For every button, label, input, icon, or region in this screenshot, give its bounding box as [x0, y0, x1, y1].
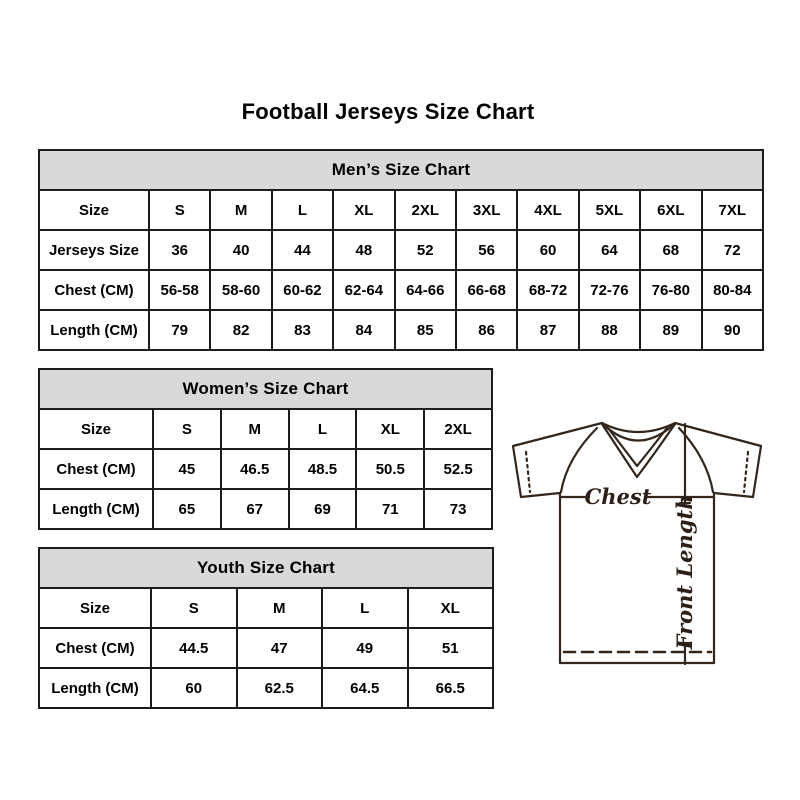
data-cell: 85 [395, 310, 456, 350]
data-cell: 7XL [702, 190, 763, 230]
data-cell: M [221, 409, 289, 449]
data-cell: 4XL [517, 190, 578, 230]
table-row [39, 588, 493, 628]
data-cell: 69 [289, 489, 357, 529]
womens-size-table [38, 368, 493, 530]
data-cell: 68-72 [517, 270, 578, 310]
page-title: Football Jerseys Size Chart [241, 99, 535, 124]
data-cell: 45 [153, 449, 221, 489]
data-cell: 44.5 [151, 628, 237, 668]
mens-size-table [38, 149, 764, 351]
data-cell: M [237, 588, 323, 628]
table-row [39, 190, 763, 230]
data-cell: 66.5 [408, 668, 494, 708]
table-title-row [39, 548, 493, 588]
jersey-measurement-diagram [495, 400, 780, 685]
row-header-cell: Chest (CM) [39, 270, 149, 310]
row-header-cell: Chest (CM) [39, 628, 151, 668]
data-cell: 83 [272, 310, 333, 350]
table-title-row [39, 150, 763, 190]
data-cell: 73 [424, 489, 492, 529]
data-cell: 36 [149, 230, 210, 270]
data-cell: 64-66 [395, 270, 456, 310]
data-cell: 44 [272, 230, 333, 270]
data-cell: XL [333, 190, 394, 230]
data-cell: 64.5 [322, 668, 408, 708]
data-cell: L [289, 409, 357, 449]
data-cell: 60 [151, 668, 237, 708]
data-cell: 56-58 [149, 270, 210, 310]
row-header-cell: Length (CM) [39, 668, 151, 708]
row-header-cell: Chest (CM) [39, 449, 153, 489]
chest-label: Chest [584, 484, 652, 509]
left-armhole-seam [561, 428, 597, 492]
table-title-row [39, 369, 492, 409]
row-header-cell: Length (CM) [39, 489, 153, 529]
data-cell: XL [408, 588, 494, 628]
table-title: Men’s Size Chart [39, 150, 763, 190]
data-cell: 48.5 [289, 449, 357, 489]
right-cuff-dotted-line [744, 452, 748, 492]
data-cell: 89 [640, 310, 701, 350]
data-cell: 49 [322, 628, 408, 668]
data-cell: 76-80 [640, 270, 701, 310]
data-cell: 5XL [579, 190, 640, 230]
data-cell: L [272, 190, 333, 230]
data-cell: 60 [517, 230, 578, 270]
table-row [39, 409, 492, 449]
table-row [39, 449, 492, 489]
data-cell: 80-84 [702, 270, 763, 310]
data-cell: 62-64 [333, 270, 394, 310]
data-cell: 60-62 [272, 270, 333, 310]
data-cell: 84 [333, 310, 394, 350]
data-cell: 66-68 [456, 270, 517, 310]
data-cell: 48 [333, 230, 394, 270]
data-cell: 86 [456, 310, 517, 350]
data-cell: 65 [153, 489, 221, 529]
row-header-cell: Length (CM) [39, 310, 149, 350]
data-cell: 51 [408, 628, 494, 668]
data-cell: 56 [456, 230, 517, 270]
data-cell: 52.5 [424, 449, 492, 489]
table-row [39, 628, 493, 668]
data-cell: 62.5 [237, 668, 323, 708]
data-cell: 2XL [424, 409, 492, 449]
data-cell: 87 [517, 310, 578, 350]
youth-size-table [38, 547, 494, 709]
data-cell: 79 [149, 310, 210, 350]
data-cell: 68 [640, 230, 701, 270]
table-row [39, 230, 763, 270]
data-cell: L [322, 588, 408, 628]
data-cell: 50.5 [356, 449, 424, 489]
front-length-line-top [680, 424, 690, 503]
data-cell: 82 [210, 310, 271, 350]
left-cuff-dotted-line [526, 452, 530, 492]
data-cell: 47 [237, 628, 323, 668]
data-cell: 67 [221, 489, 289, 529]
data-cell: S [153, 409, 221, 449]
front-length-label: Front Length [672, 494, 697, 650]
data-cell: S [151, 588, 237, 628]
row-header-cell: Size [39, 588, 151, 628]
data-cell: 71 [356, 489, 424, 529]
data-cell: 52 [395, 230, 456, 270]
data-cell: 40 [210, 230, 271, 270]
data-cell: 58-60 [210, 270, 271, 310]
data-cell: M [210, 190, 271, 230]
row-header-cell: Jerseys Size [39, 230, 149, 270]
table-title: Women’s Size Chart [39, 369, 492, 409]
row-header-cell: Size [39, 190, 149, 230]
data-cell: 2XL [395, 190, 456, 230]
data-cell: 3XL [456, 190, 517, 230]
data-cell: XL [356, 409, 424, 449]
row-header-cell: Size [39, 409, 153, 449]
data-cell: 64 [579, 230, 640, 270]
data-cell: 72 [702, 230, 763, 270]
data-cell: 46.5 [221, 449, 289, 489]
table-row [39, 310, 763, 350]
data-cell: 88 [579, 310, 640, 350]
jersey-outline [513, 423, 761, 663]
table-row [39, 270, 763, 310]
table-row [39, 489, 492, 529]
data-cell: S [149, 190, 210, 230]
data-cell: 90 [702, 310, 763, 350]
table-title: Youth Size Chart [39, 548, 493, 588]
data-cell: 6XL [640, 190, 701, 230]
table-row [39, 668, 493, 708]
data-cell: 72-76 [579, 270, 640, 310]
